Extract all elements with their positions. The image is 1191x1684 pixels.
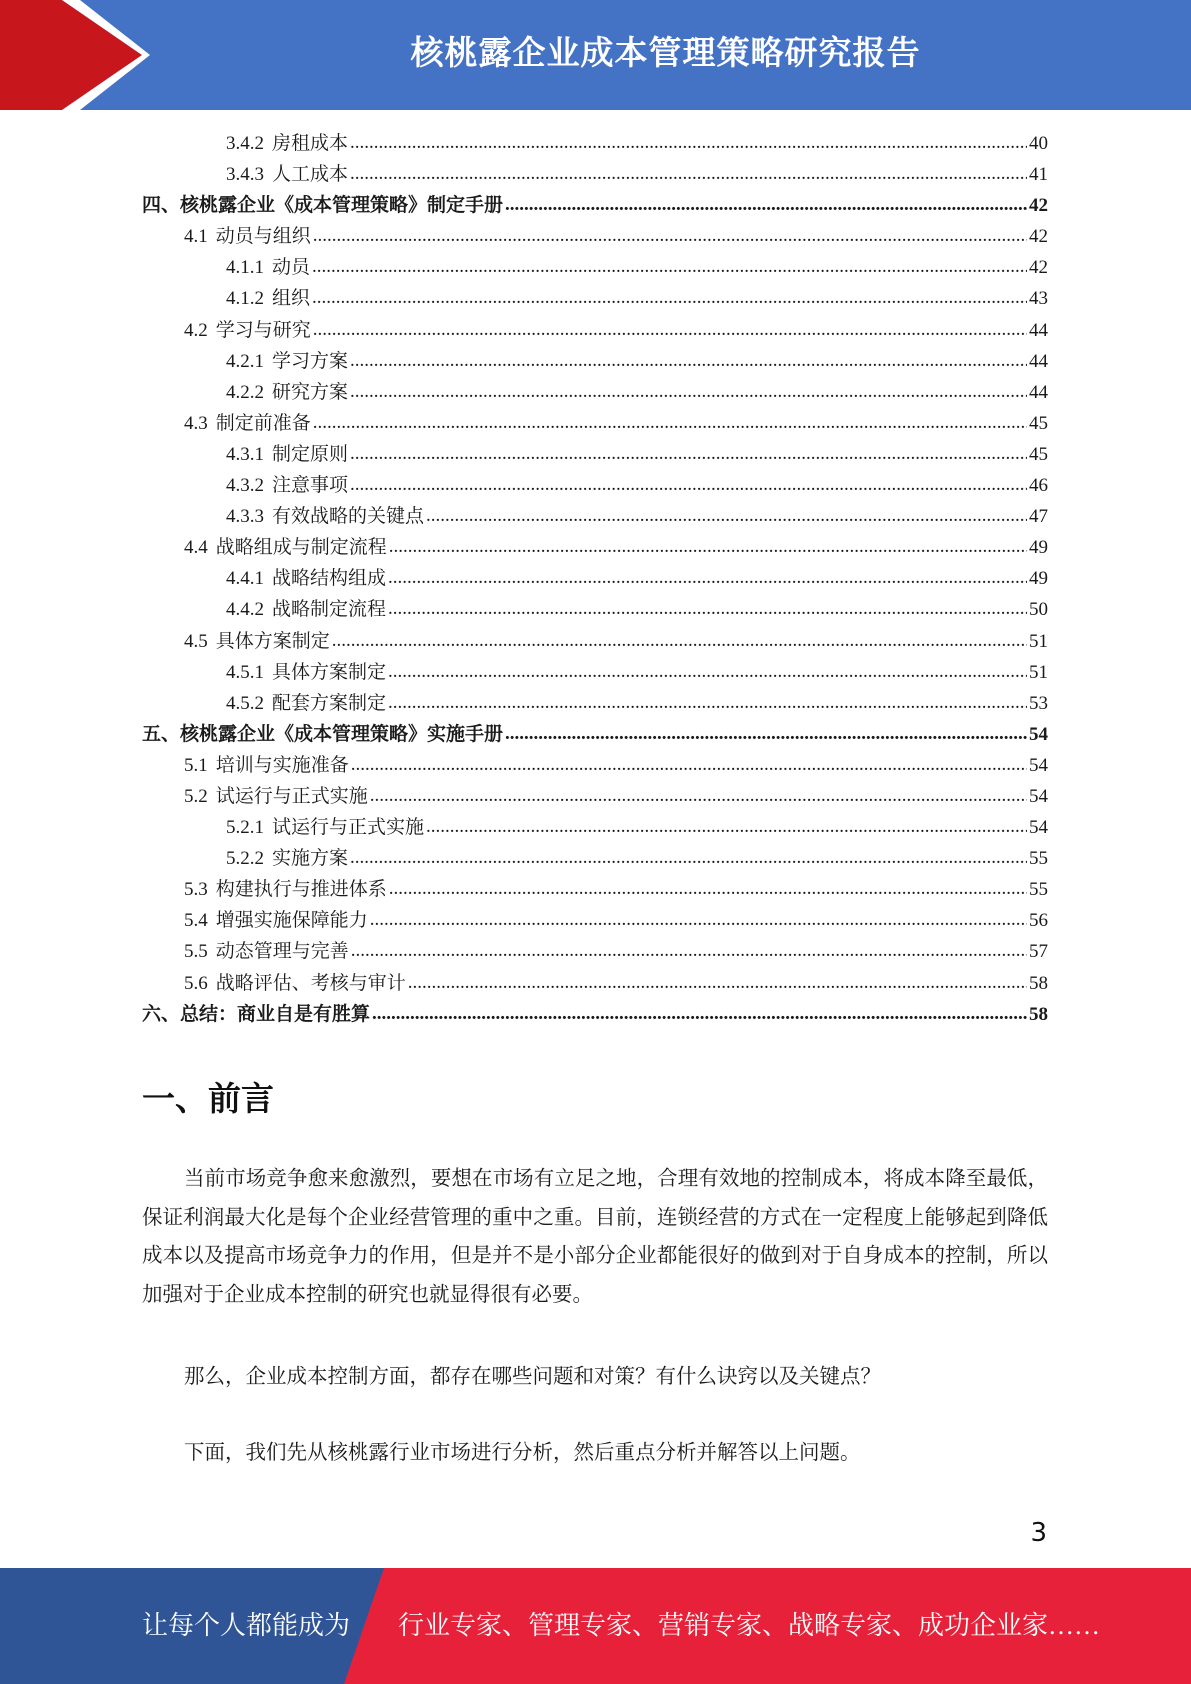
- toc-entry-title: 战略结构组成: [272, 568, 387, 590]
- toc-entry-number: 3.4.2: [226, 133, 264, 154]
- toc-entry-number: 5.2.1: [226, 817, 264, 839]
- toc-entry-page: 54: [1029, 785, 1048, 807]
- toc-dot-leader: [505, 189, 1027, 220]
- toc-dot-leader: [350, 158, 1027, 189]
- toc-entry[interactable]: [142, 532, 1048, 563]
- toc-dot-leader: [312, 251, 1027, 282]
- toc-entry[interactable]: [142, 128, 1048, 159]
- intro-paragraph-2: 那么，企业成本控制方面，都存在哪些问题和对策？有什么诀窍以及关键点？: [184, 1366, 881, 1388]
- intro-paragraph-1: 当前市场竞争愈来愈激烈，要想在市场有立足之地，合理有效地的控制成本，将成本降至最低，保证利润最大化是每个企业经营管理的重中之重。目前，连锁经营的方式在一定程度上能够起到降低成本以及提高市场竞争力的作用，但是并不是小部分企业都能很好的做到对于自身成本的控制，所以加强对于企业成本控制的研究也就显得很有必要。: [142, 1168, 1048, 1306]
- toc-dot-leader: [388, 593, 1027, 624]
- toc-entry-number: 5.6: [184, 972, 208, 994]
- toc-entry-number: 4.2: [184, 319, 208, 341]
- toc-entry-number: 4.3.1: [226, 443, 264, 465]
- toc-entry-number: 4.2.2: [226, 381, 264, 403]
- toc-entry-title: 学习方案: [272, 350, 349, 372]
- toc-entry[interactable]: [142, 501, 1048, 532]
- toc-entry-page: 50: [1029, 599, 1048, 621]
- toc-entry-title: 四、核桃露企业《成本管理策略》制定手册: [142, 195, 504, 217]
- toc-entry-number: 4.3.2: [226, 475, 264, 497]
- toc-entry[interactable]: [142, 377, 1048, 408]
- toc-dot-leader: [351, 749, 1027, 780]
- toc-entry-page: 51: [1029, 630, 1048, 652]
- toc-entry-page: 40: [1029, 133, 1048, 154]
- toc-entry[interactable]: [142, 470, 1048, 501]
- toc-entry-page: 42: [1029, 257, 1048, 279]
- toc-entry-page: 54: [1029, 817, 1048, 839]
- toc-entry[interactable]: [142, 968, 1048, 999]
- toc-entry-number: 5.5: [184, 941, 208, 963]
- toc-entry-number: 5.4: [184, 910, 208, 932]
- toc-dot-leader: [313, 220, 1027, 251]
- toc-entry-number: 5.2: [184, 785, 208, 807]
- toc-entry-number: 4.3.3: [226, 506, 264, 528]
- toc-entry-page: 45: [1029, 443, 1048, 465]
- toc-entry-title: 组织: [272, 288, 311, 310]
- toc-dot-leader: [350, 376, 1027, 407]
- toc-dot-leader: [370, 904, 1027, 935]
- toc-entry[interactable]: [142, 657, 1048, 688]
- toc-entry-page: 58: [1029, 1003, 1048, 1025]
- toc-entry-page: 46: [1029, 475, 1048, 497]
- toc-entry[interactable]: [142, 408, 1048, 439]
- toc-entry[interactable]: [142, 750, 1048, 781]
- toc-entry[interactable]: [142, 346, 1048, 377]
- toc-dot-leader: [426, 500, 1027, 531]
- toc-entry-title: 试运行与正式实施: [215, 785, 368, 807]
- toc-entry-title: 具体方案制定: [272, 661, 387, 683]
- toc-entry-number: 4.4: [184, 537, 208, 559]
- toc-entry[interactable]: [142, 781, 1048, 812]
- toc-entry-page: 44: [1029, 319, 1048, 341]
- toc-dot-leader: [370, 780, 1027, 811]
- intro-paragraph-3: 下面，我们先从核桃露行业市场进行分析，然后重点分析并解答以上问题。: [184, 1442, 861, 1464]
- toc-entry-title: 动态管理与完善: [215, 941, 349, 963]
- toc-dot-leader: [426, 811, 1027, 842]
- page-number: 3: [1030, 1518, 1047, 1548]
- toc-entry[interactable]: [142, 812, 1048, 843]
- toc-entry[interactable]: [142, 159, 1048, 190]
- toc-dot-leader: [350, 438, 1027, 469]
- toc-dot-leader: [350, 345, 1027, 376]
- toc-entry-title: 配套方案制定: [272, 692, 387, 714]
- toc-entry-page: 51: [1029, 661, 1048, 683]
- toc-dot-leader: [408, 967, 1027, 998]
- toc-entry[interactable]: [142, 874, 1048, 905]
- toc-entry[interactable]: [142, 594, 1048, 625]
- toc-entry-page: 57: [1029, 941, 1048, 963]
- page-header: [0, 0, 1191, 110]
- toc-entry[interactable]: [142, 843, 1048, 874]
- toc-dot-leader: [372, 998, 1027, 1029]
- toc-entry[interactable]: [142, 688, 1048, 719]
- toc-dot-leader: [351, 935, 1027, 966]
- toc-entry-page: 44: [1029, 381, 1048, 403]
- toc-entry-title: 培训与实施准备: [215, 754, 349, 776]
- toc-entry[interactable]: [142, 190, 1048, 221]
- toc-entry[interactable]: [142, 999, 1048, 1030]
- toc-entry[interactable]: [142, 315, 1048, 346]
- toc-entry-number: 4.1: [184, 226, 208, 248]
- toc-dot-leader: [350, 127, 1027, 158]
- toc-dot-leader: [505, 718, 1027, 749]
- toc-entry-page: 55: [1029, 848, 1048, 870]
- toc-entry-page: 54: [1029, 723, 1048, 745]
- toc-entry-title: 制定前准备: [215, 412, 311, 434]
- toc-entry-number: 3.4.3: [226, 164, 264, 186]
- toc-entry-page: 53: [1029, 692, 1048, 714]
- toc-entry-title: 增强实施保障能力: [215, 910, 368, 932]
- toc-entry-title: 战略组成与制定流程: [215, 537, 387, 559]
- toc-entry-number: 4.1.1: [226, 257, 264, 279]
- toc-entry-number: 4.3: [184, 412, 208, 434]
- toc-entry-title: 战略制定流程: [272, 599, 387, 621]
- toc-entry-page: 55: [1029, 879, 1048, 901]
- toc-entry[interactable]: [142, 221, 1048, 252]
- toc-entry-title: 学习与研究: [215, 319, 311, 341]
- toc-entry-page: 42: [1029, 195, 1048, 217]
- toc-entry-page: 49: [1029, 568, 1048, 590]
- toc-entry-title: 动员: [272, 257, 311, 279]
- toc-entry-number: 4.5.2: [226, 692, 264, 714]
- toc-entry[interactable]: [142, 719, 1048, 750]
- toc-entry-title: 构建执行与推进体系: [215, 879, 387, 901]
- toc-entry-title: 具体方案制定: [215, 630, 330, 652]
- table-of-contents: [142, 128, 1048, 1030]
- toc-dot-leader: [350, 842, 1027, 873]
- toc-entry-title: 有效战略的关键点: [272, 506, 425, 528]
- toc-dot-leader: [313, 314, 1027, 345]
- toc-entry-number: 4.1.2: [226, 288, 264, 310]
- toc-entry-title: 动员与组织: [215, 226, 311, 248]
- toc-dot-leader: [388, 687, 1027, 718]
- toc-entry-number: 4.5.1: [226, 661, 264, 683]
- toc-entry-title: 试运行与正式实施: [272, 817, 425, 839]
- toc-entry-title: 制定原则: [272, 443, 349, 465]
- toc-entry[interactable]: [142, 439, 1048, 470]
- toc-entry-title: 研究方案: [272, 381, 349, 403]
- toc-entry[interactable]: [142, 563, 1048, 594]
- toc-dot-leader: [332, 625, 1027, 656]
- toc-entry-number: 4.2.1: [226, 350, 264, 372]
- toc-dot-leader: [312, 282, 1027, 313]
- footer-slogan-left: 让每个人都能成为: [142, 1611, 351, 1640]
- document-title: 核桃露企业成本管理策略研究报告: [410, 33, 921, 72]
- toc-entry-page: 42: [1029, 226, 1048, 248]
- section-heading: 一、前言: [142, 1079, 274, 1118]
- toc-entry-title: 注意事项: [272, 475, 349, 497]
- toc-entry-page: 41: [1029, 164, 1048, 186]
- toc-entry-number: 4.5: [184, 630, 208, 652]
- toc-dot-leader: [388, 656, 1027, 687]
- toc-dot-leader: [313, 407, 1027, 438]
- toc-dot-leader: [389, 531, 1027, 562]
- toc-entry-number: 4.4.2: [226, 599, 264, 621]
- toc-entry-number: 5.3: [184, 879, 208, 901]
- toc-entry-page: 43: [1029, 288, 1048, 310]
- toc-entry-page: 44: [1029, 350, 1048, 372]
- toc-entry-page: 45: [1029, 412, 1048, 434]
- toc-entry-page: 56: [1029, 910, 1048, 932]
- toc-entry-number: 5.2.2: [226, 848, 264, 870]
- toc-entry-title: 实施方案: [272, 848, 349, 870]
- toc-entry-page: 58: [1029, 972, 1048, 994]
- toc-entry[interactable]: [142, 936, 1048, 967]
- page-footer: [0, 1568, 1191, 1684]
- toc-entry-title: 六、总结：商业自是有胜算: [142, 1003, 371, 1025]
- toc-entry[interactable]: [142, 905, 1048, 936]
- toc-entry-title: 战略评估、考核与审计: [215, 972, 406, 994]
- toc-dot-leader: [389, 873, 1027, 904]
- header-red-chevron: [0, 0, 160, 110]
- toc-entry-number: 4.4.1: [226, 568, 264, 590]
- toc-entry-page: 49: [1029, 537, 1048, 559]
- toc-entry-title: 五、核桃露企业《成本管理策略》实施手册: [142, 723, 504, 745]
- toc-entry-page: 47: [1029, 506, 1048, 528]
- toc-entry-title: 房租成本: [272, 133, 349, 154]
- toc-entry[interactable]: [142, 283, 1048, 314]
- toc-entry-page: 54: [1029, 754, 1048, 776]
- toc-entry[interactable]: [142, 252, 1048, 283]
- toc-entry-title: 人工成本: [272, 164, 349, 186]
- toc-dot-leader: [388, 562, 1027, 593]
- toc-dot-leader: [350, 469, 1027, 500]
- footer-slogan-right: 行业专家、管理专家、营销专家、战略专家、成功企业家……: [398, 1611, 1101, 1640]
- toc-entry-number: 5.1: [184, 754, 208, 776]
- toc-entry[interactable]: [142, 626, 1048, 657]
